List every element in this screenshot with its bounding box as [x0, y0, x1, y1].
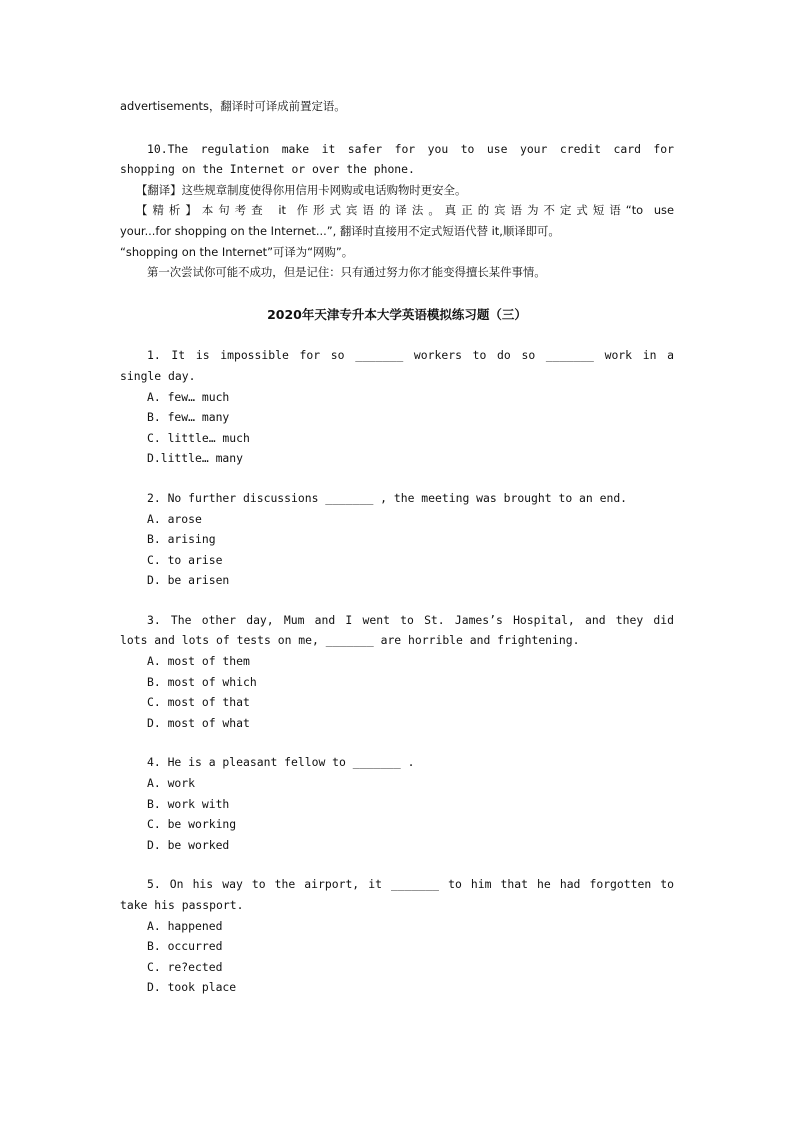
document-page [120, 96, 674, 1017]
carryover-text: advertisements，翻译时可译成前置定语。 [120, 99, 346, 113]
question-4 [120, 752, 674, 855]
question-2 [120, 488, 674, 591]
option-c: C. be working [147, 817, 237, 832]
item-10-sentence-line2: shopping on the Internet or over the phone. [120, 162, 415, 177]
question-list [120, 345, 674, 998]
item-10-analysis-line2: your...for shopping on the Internet...”, 翻译时直接用不定式短语代替 it,顺译即可。 [120, 223, 560, 238]
option-b: B. few… many [147, 410, 230, 425]
option-c: C. little… much [147, 430, 250, 445]
item-10-analysis-line3: “shopping on the Internet”可译为“网购”。 [120, 244, 354, 259]
item-10-analysis-line1: 【精析】本句考查 it 作形式宾语的译法。真正的宾语为不定式短语“to use [136, 203, 674, 218]
motto-text: 第一次尝试你可能不成功，但是记住：只有通过努力你才能变得擅长某件事情。 [147, 265, 546, 280]
option-b: B. arising [147, 532, 216, 547]
question-1 [120, 345, 674, 469]
option-d: D. be worked [147, 837, 230, 852]
option-a: A. few… much [147, 389, 230, 404]
question-stem-line1: 1. It is impossible for so _______ workers to do so _______ work in a [147, 348, 674, 363]
question-5 [120, 874, 674, 998]
question-3 [120, 610, 674, 734]
option-d: D.little… many [147, 451, 244, 466]
option-c: C. re?ected [147, 959, 223, 974]
question-stem-line1: 2. No further discussions _______ , the meeting was brought to an end. [147, 490, 628, 505]
item-10-block [120, 139, 674, 283]
option-c: C. to arise [147, 552, 223, 567]
question-stem-line1: 4. He is a pleasant fellow to _______ . [147, 755, 415, 770]
item-10-sentence-line1: 10.The regulation make it safer for you to use your credit card for [147, 141, 674, 156]
option-a: A. most of them [147, 654, 250, 669]
option-b: B. most of which [147, 674, 257, 689]
option-c: C. most of that [147, 695, 250, 710]
option-a: A. arose [147, 511, 202, 526]
question-stem-line2: lots and lots of tests on me, _______ are horrible and frightening. [120, 633, 580, 648]
spacer [120, 117, 674, 139]
option-a: A. work [147, 776, 196, 791]
section-title: 2020年天津专升本大学英语模拟练习题（三） [267, 306, 527, 322]
option-a: A. happened [147, 918, 223, 933]
option-b: B. work with [147, 796, 230, 811]
option-b: B. occurred [147, 939, 223, 954]
item-10-translation: 【翻译】这些规章制度使得你用信用卡网购或电话购物时更安全。 [136, 182, 467, 197]
option-d: D. most of what [147, 715, 250, 730]
question-stem-line1: 5. On his way to the airport, it _______ to him that he had forgotten to [147, 877, 674, 892]
question-stem-line1: 3. The other day, Mum and I went to St. James’s Hospital, and they did [147, 612, 674, 627]
option-d: D. took place [147, 980, 237, 995]
question-stem-line2: take his passport. [120, 898, 244, 912]
question-stem-line2: single day. [120, 368, 196, 383]
option-d: D. be arisen [147, 573, 230, 588]
